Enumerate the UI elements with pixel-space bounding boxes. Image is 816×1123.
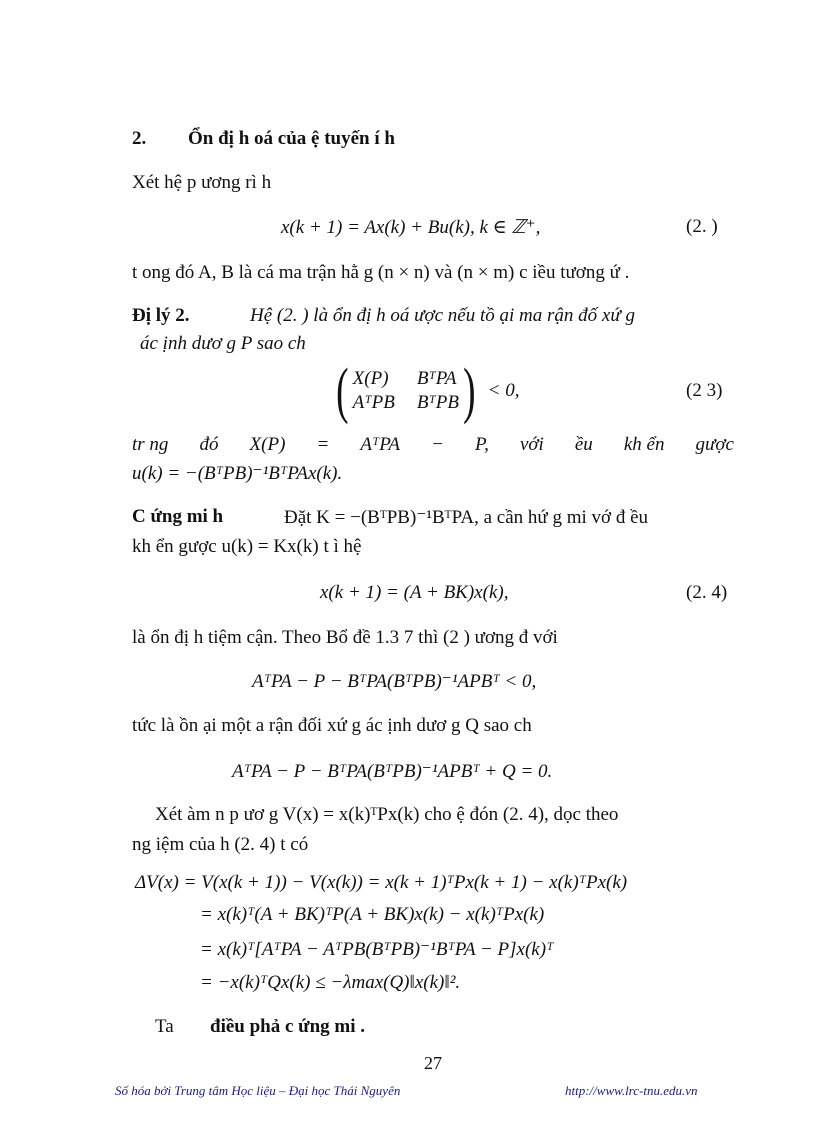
page-number: 27 [424,1053,442,1073]
proof-line1: Đặt K = −(BᵀPB)⁻¹BᵀPA, a cần hứ g mi vớ đ ều [284,507,648,528]
where-line: t ong đó A, B là cá ma trận hằ g (n × n) và (n × m) c iều tương ứ . [132,262,630,283]
theorem-text-line1: Hệ (2. ) là ổn đị h oá ược nếu tồ ại ma rận đố xứ g [250,305,635,326]
lyapunov-line2: ng iệm của h (2. 4) t có [132,834,309,855]
section-title: Ổn đị h oá của ệ tuyến í h [188,128,395,149]
matrix-cell-21: AᵀPB [352,392,395,413]
word: gược [695,434,734,455]
exists-line: tức là ồn ại một a rận đối xứ g ác ịnh dươ g Q sao ch [132,715,532,736]
derivation-line4: = −x(k)ᵀQx(k) ≤ −λmax(Q)‖x(k)‖². [200,972,461,993]
lyapunov-line1: Xét àm n p ươ g V(x) = x(k)ᵀPx(k) cho ệ đón (2. 4), dọc theo [155,804,619,825]
equation-4: x(k + 1) = (A + BK)x(k), [320,582,509,603]
proof-line2: kh ển gược u(k) = Kx(k) t ì hệ [132,536,362,557]
derivation-line3: = x(k)ᵀ[AᵀPA − AᵀPB(BᵀPB)⁻¹BᵀPA − P]x(k)ᵀ [200,939,554,960]
equation-1: x(k + 1) = Ax(k) + Bu(k), k ∈ ℤ⁺, [281,217,541,238]
word: tr ng [132,434,169,455]
matrix-rhs: < 0, [487,380,520,401]
derivation-line1: ΔV(x) = V(x(k + 1)) − V(x(k)) = x(k + 1)ᵀPx(k + 1) − x(k)ᵀPx(k) [135,872,628,893]
after-eq3-line1 [132,434,734,456]
inequality-1: AᵀPA − P − BᵀPA(BᵀPB)⁻¹APBᵀ < 0, [252,671,537,692]
right-paren: ) [463,357,476,425]
footer-left: Số hóa bởi Trung tâm Học liệu – Đại học Thái Nguyên [115,1083,401,1098]
equation-1-label: (2. ) [686,216,718,237]
matrix-inequality [332,357,520,425]
closing-rest: điều phả c ứng mi . [210,1016,365,1037]
word: = [316,434,330,455]
section-number: 2. [132,128,147,149]
footer-right-link[interactable]: http://www.lrc-tnu.edu.vn [565,1083,698,1098]
stable-line: là ổn đị h tiệm cận. Theo Bổ đề 1.3 7 thì (2 ) ương đ với [132,627,558,648]
word: − [431,434,444,455]
word: P, [474,434,489,455]
word: đó [199,434,219,455]
equation-3-label: (2 3) [686,380,723,401]
derivation-line2: = x(k)ᵀ(A + BK)ᵀP(A + BK)x(k) − x(k)ᵀPx(k) [200,904,545,925]
theorem-label: Đị lý 2. [132,305,190,326]
matrix-cell-22: BᵀPB [416,392,459,413]
intro-text: Xét hệ p ương rì h [132,172,272,193]
word: AᵀPA [360,434,401,455]
word: với [519,434,544,455]
matrix-cell-12: BᵀPA [416,368,457,389]
theorem-text-line2: ác ịnh dươ g P sao ch [140,333,306,354]
word: kh ển [623,434,665,455]
after-eq3-line2: u(k) = −(BᵀPB)⁻¹BᵀPAx(k). [132,463,343,484]
word: X(P) [249,434,286,455]
matrix-cell-11: X(P) [352,368,389,389]
left-paren: ( [336,357,349,425]
closing-lead: Ta [155,1016,174,1037]
proof-label: C ứng mi h [132,506,224,527]
equation-4-label: (2. 4) [686,582,728,603]
block-matrix [353,367,459,415]
word: ều [574,434,593,455]
equation-q: AᵀPA − P − BᵀPA(BᵀPB)⁻¹APBᵀ + Q = 0. [232,761,553,782]
